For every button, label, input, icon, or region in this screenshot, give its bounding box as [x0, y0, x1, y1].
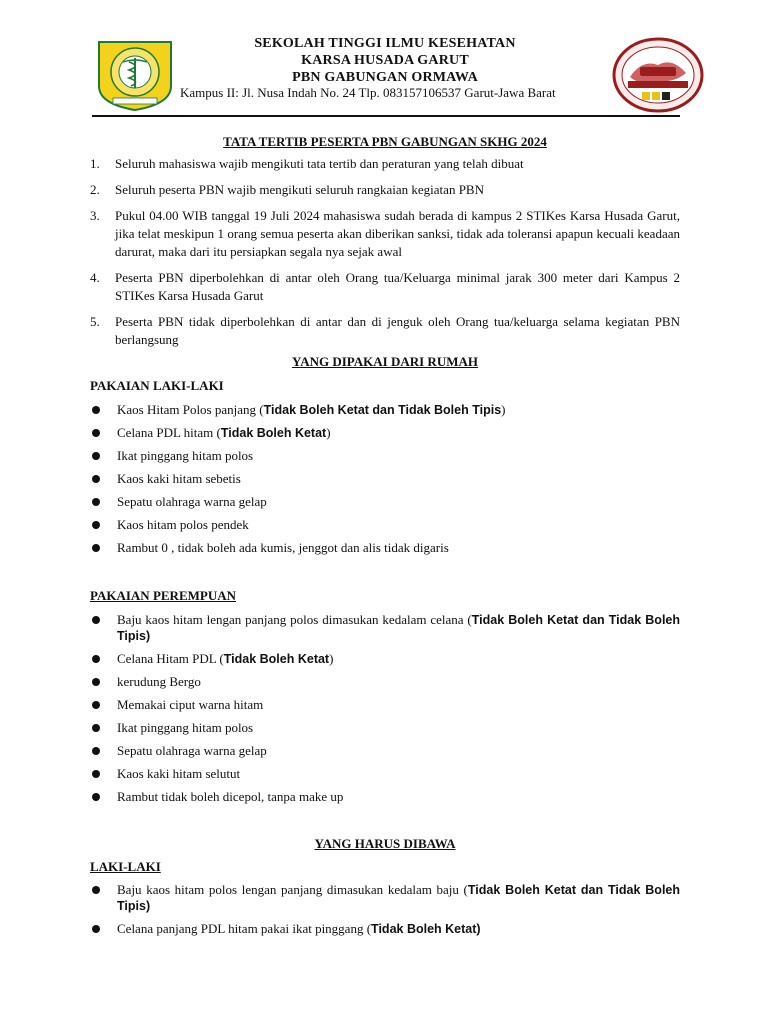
item-text: Peserta PBN diperbolehkan di antar oleh Orang tua/Keluarga minimal jarak 300 meter dari Kampus 2 STIKes Karsa Husada Garut — [115, 270, 680, 303]
bullet-icon — [92, 747, 100, 755]
bullet-icon — [92, 678, 100, 686]
wear-title-text: YANG DIPAKAI DARI RUMAH — [292, 354, 478, 369]
bullet-icon — [92, 701, 100, 709]
item-number: 1. — [90, 156, 100, 171]
list-item: Rambut 0 , tidak boleh ada kumis, jenggot dan alis tidak digaris — [90, 540, 680, 556]
letterhead-line2: KARSA HUSADA GARUT — [301, 53, 469, 68]
list-item: Sepatu olahraga warna gelap — [90, 494, 680, 510]
bullet-icon — [92, 452, 100, 460]
item-number: 5. — [90, 314, 100, 329]
list-item — [90, 207, 680, 261]
bullet-icon — [92, 544, 100, 552]
list-item: Kaos kaki hitam sebetis — [90, 471, 680, 487]
bullet-icon — [92, 498, 100, 506]
letterhead-line3: PBN GABUNGAN ORMAWA — [292, 70, 478, 85]
item-number: 4. — [90, 270, 100, 285]
bullet-icon — [92, 475, 100, 483]
bullet-icon — [92, 724, 100, 732]
rules-title — [90, 134, 680, 150]
list-item — [90, 269, 680, 305]
list-item: Baju kaos hitam lengan panjang polos dimasukan kedalam celana (Tidak Boleh Ketat dan Tidak Boleh Tipis) — [90, 612, 680, 644]
female-wear-heading: PAKAIAN PEREMPUAN — [90, 588, 236, 603]
letterhead — [170, 35, 600, 86]
list-item: Celana Hitam PDL (Tidak Boleh Ketat) — [90, 651, 680, 667]
rules-title-text: TATA TERTIB PESERTA PBN GABUNGAN SKHG 2024 — [223, 134, 547, 149]
list-item: kerudung Bergo — [90, 674, 680, 690]
list-item — [90, 181, 680, 199]
female-wear-list — [90, 612, 680, 812]
item-text: Peserta PBN tidak diperbolehkan di antar dan di jenguk oleh Orang tua/keluarga selama kegiatan PBN berlangsung — [115, 314, 680, 347]
bullet-icon — [92, 406, 100, 414]
list-item: Rambut tidak boleh dicepol, tanpa make up — [90, 789, 680, 805]
item-number: 2. — [90, 182, 100, 197]
wear-title — [90, 354, 680, 370]
bullet-icon — [92, 429, 100, 437]
bullet-icon — [92, 925, 100, 933]
list-item: Kaos hitam polos pendek — [90, 517, 680, 533]
list-item — [90, 313, 680, 349]
bullet-icon — [92, 886, 100, 894]
letterhead-line1: SEKOLAH TINGGI ILMU KESEHATAN — [254, 36, 516, 51]
bullet-icon — [92, 793, 100, 801]
list-item: Memakai ciput warna hitam — [90, 697, 680, 713]
list-item: Kaos kaki hitam selutut — [90, 766, 680, 782]
item-text: Seluruh mahasiswa wajib mengikuti tata tertib dan peraturan yang telah dibuat — [115, 156, 524, 171]
rules-list — [90, 155, 680, 357]
list-item: Celana PDL hitam (Tidak Boleh Ketat) — [90, 425, 680, 441]
bring-title — [90, 836, 680, 852]
bullet-icon — [92, 616, 100, 624]
bullet-icon — [92, 655, 100, 663]
letterhead-address: Kampus II: Jl. Nusa Indah No. 24 Tlp. 083157106537 Garut-Jawa Barat — [180, 85, 556, 100]
bullet-icon — [92, 770, 100, 778]
male-bring-heading: LAKI-LAKI — [90, 859, 161, 874]
college-logo-left — [95, 38, 175, 112]
bullet-icon — [92, 521, 100, 529]
list-item: Baju kaos hitam polos lengan panjang dimasukan kedalam baju (Tidak Boleh Ketat dan Tidak Boleh Tipis) — [90, 882, 680, 914]
list-item — [90, 155, 680, 173]
male-wear-list — [90, 402, 680, 563]
male-bring-list — [90, 882, 680, 944]
male-wear-heading: PAKAIAN LAKI-LAKI — [90, 378, 224, 393]
item-number: 3. — [90, 208, 100, 223]
list-item: Celana panjang PDL hitam pakai ikat pinggang (Tidak Boleh Ketat) — [90, 921, 680, 937]
list-item: Ikat pinggang hitam polos — [90, 720, 680, 736]
item-text: Pukul 04.00 WIB tanggal 19 Juli 2024 mahasiswa sudah berada di kampus 2 STIKes Karsa Husada Garut, jika telat meskipun 1 orang semua peserta akan diberikan sanksi, tidak ada toleransi apapun kecuali keadaan darurat, maka dari itu persiapkan segala nya sejak awal — [115, 208, 680, 259]
item-text: Seluruh peserta PBN wajib mengikuti seluruh rangkaian kegiatan PBN — [115, 182, 484, 197]
pbn-logo-right — [612, 37, 704, 113]
list-item: Sepatu olahraga warna gelap — [90, 743, 680, 759]
list-item: Ikat pinggang hitam polos — [90, 448, 680, 464]
list-item: Kaos Hitam Polos panjang (Tidak Boleh Ketat dan Tidak Boleh Tipis) — [90, 402, 680, 418]
bring-title-text: YANG HARUS DIBAWA — [314, 836, 456, 851]
letterhead-divider — [92, 115, 680, 117]
